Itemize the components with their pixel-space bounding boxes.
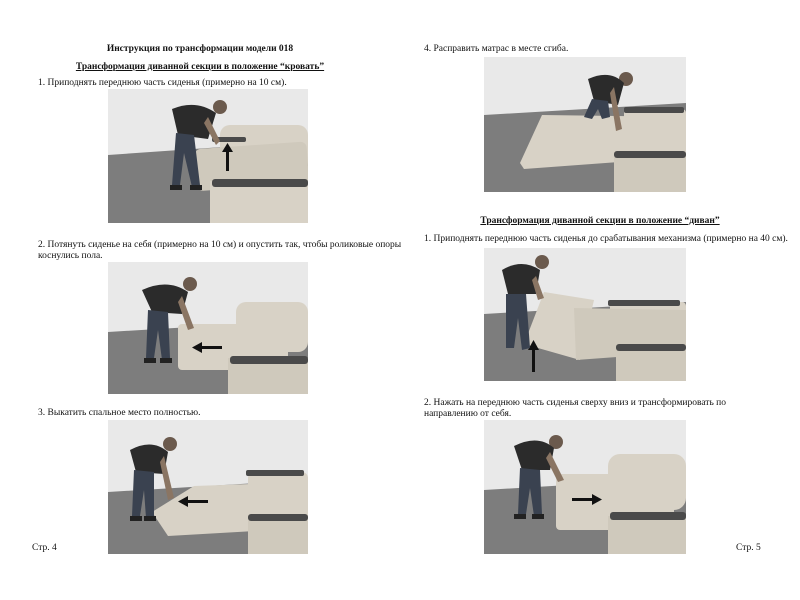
page-number-right: Стр. 5: [736, 543, 761, 553]
step-3-text: 3. Выкатить спальное место полностью.: [38, 408, 201, 418]
step-2-text-line1: 2. Потянуть сиденье на себя (примерно на 10 см) и опустить так, чтобы роликовые опоры: [38, 240, 402, 250]
step-2-text-line2: коснулись пола.: [38, 251, 103, 261]
step-1-text: 1. Приподнять переднюю часть сиденья (примерно на 10 см).: [38, 78, 287, 88]
step-1-photo: [108, 89, 308, 223]
sofa-step-2-text-line1: 2. Нажать на переднюю часть сиденья сверху вниз и трансформировать по: [424, 398, 727, 408]
step-4-photo: [484, 57, 686, 192]
right-page: [400, 0, 800, 600]
sofa-step-1-text: 1. Приподнять переднюю часть сиденья до срабатывания механизма (примерно на 40 см).: [424, 234, 788, 244]
step-3-photo: [108, 420, 308, 554]
section-title-sofa: Трансформация диванной секции в положение “диван”: [480, 216, 720, 226]
page-number-left: Стр. 4: [32, 543, 57, 553]
section-title-bed: Трансформация диванной секции в положение “кровать”: [75, 62, 325, 72]
sofa-step-2-photo: [484, 420, 686, 554]
step-2-photo: [108, 262, 308, 394]
sofa-step-1-photo: [484, 248, 686, 381]
sofa-step-2-text-line2: направлению от себя.: [424, 409, 512, 419]
step-4-text: 4. Расправить матрас в месте сгиба.: [424, 44, 569, 54]
document-title: Инструкция по трансформации модели 018: [106, 44, 294, 54]
